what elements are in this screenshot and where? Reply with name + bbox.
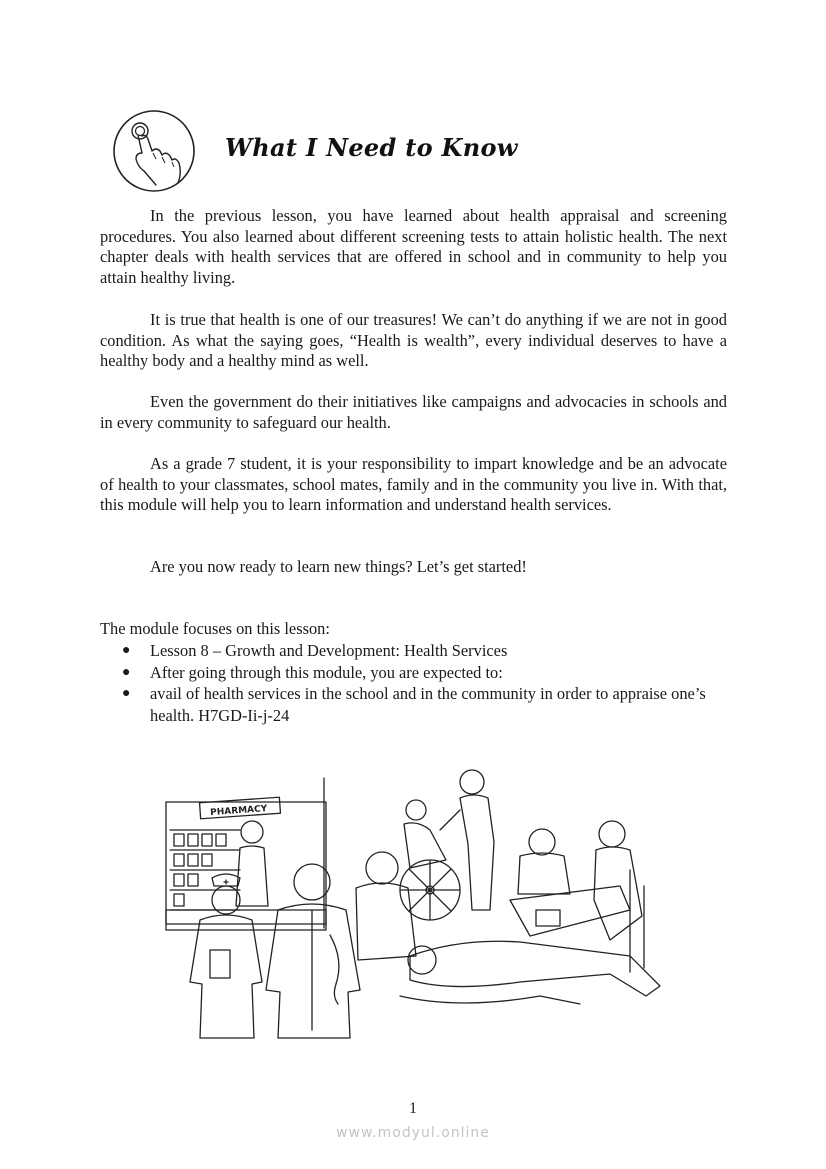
pharmacist-figure [236,821,268,906]
pharmacy-shelf-icon [166,778,326,930]
get-started-paragraph: Are you now ready to learn new things? Let’s get started! [150,557,527,576]
nurse-figure [190,874,262,1038]
bullet-icon: ● [122,643,131,658]
health-worker-figure [356,852,416,960]
list-item: ● After going through this module, you are expected to: [122,662,503,682]
section-title: What I Need to Know [225,133,518,162]
list-item: ● Lesson 8 – Growth and Development: Health Services [122,641,508,660]
doctor-figure [266,864,360,1038]
focus-list [100,640,730,726]
health-treasure-paragraph: It is true that health is one of our treasures! We can’t do anything if we are not in good condition. As what the saying goes, “Health is wealth”, every individual deserves to have a healthy body and a healthy mind as well. [100,310,727,371]
health-services-illustration [160,760,670,1042]
pointing-hand-icon [112,109,196,193]
wheelchair-figure [400,770,494,920]
pharmacy-sign: PHARMACY [209,804,268,819]
patient-figure [400,941,660,1004]
bullet-icon: ● [122,686,131,701]
focus-intro: The module focuses on this lesson: [100,619,330,638]
intro-paragraph: In the previous lesson, you have learned about health appraisal and screening procedures. You also learned about different screening tests to attain holistic health. The next chapter deals with health services that are offered in school and in community to help you attain healthy living. [100,206,727,288]
list-item: ● avail of health services in the school and in the community in order to appraise one’s health. H7GD-Ii-j-24 [122,684,706,725]
government-paragraph: Even the government do their initiatives like campaigns and advocacies in schools and in every community to safeguard our health. [100,392,727,432]
page-number: 1 [409,1100,417,1117]
student-responsibility-paragraph: As a grade 7 student, it is your responsibility to impart knowledge and be an advocate of health to your classmates, school mates, family and in the community you live in. With that, this module will help you to learn information and understand health services. [100,454,727,515]
bullet-icon: ● [122,664,131,680]
watermark: www.modyul.online [336,1125,490,1141]
